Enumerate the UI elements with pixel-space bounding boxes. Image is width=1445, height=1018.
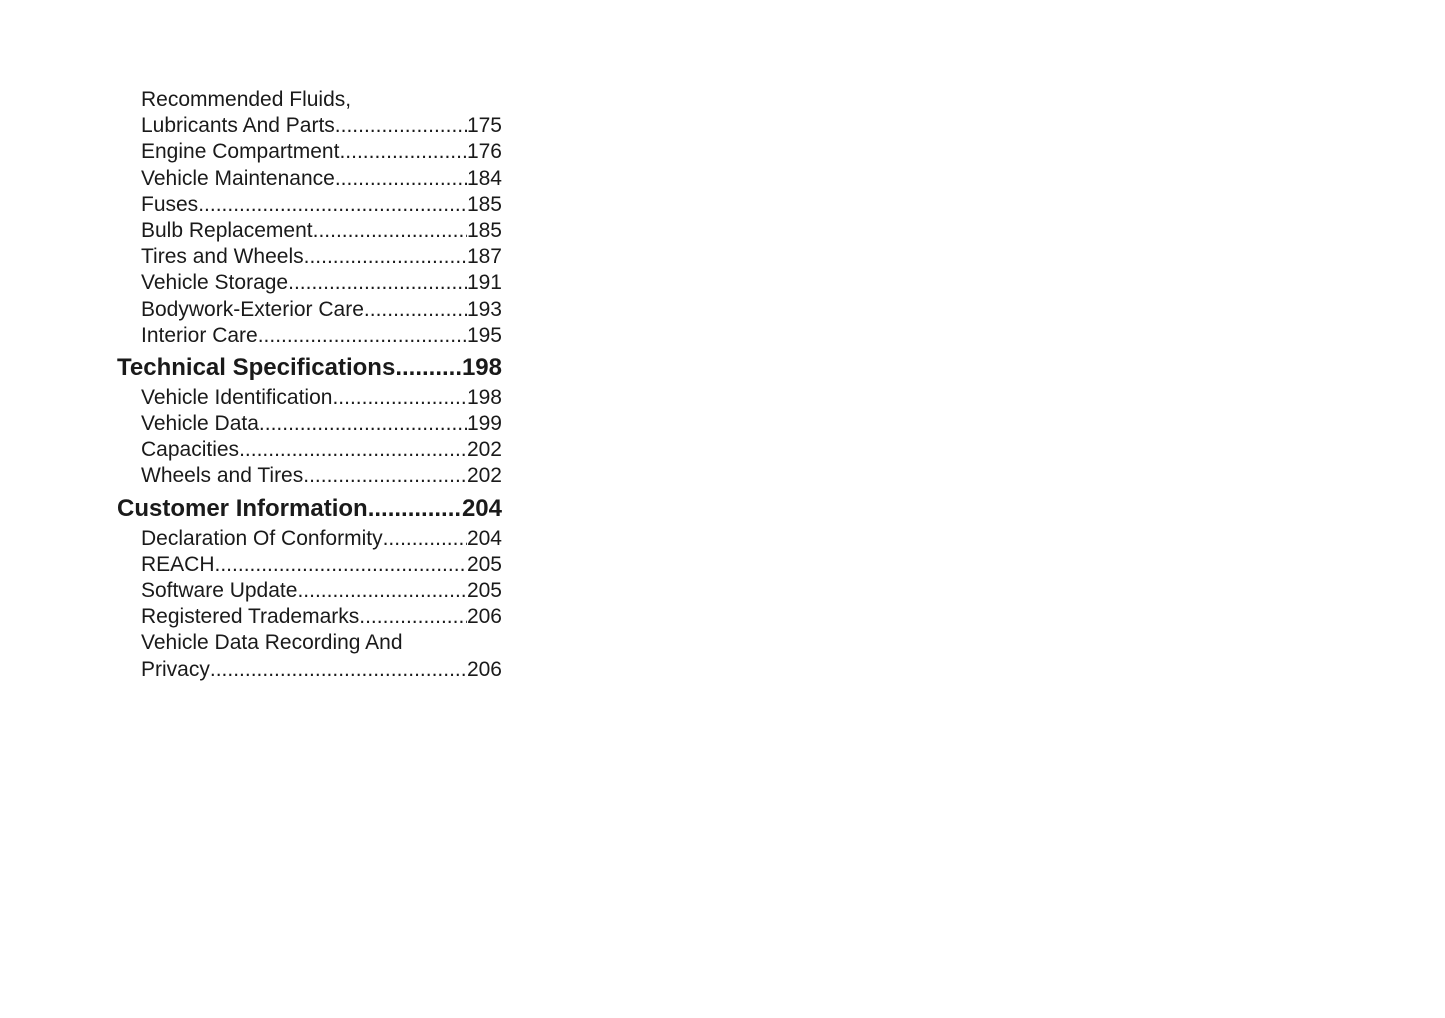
toc-entry[interactable] — [117, 270, 502, 296]
dot-leader — [368, 492, 462, 526]
toc-entry-title: Vehicle Maintenance — [141, 166, 335, 190]
toc-page-number: 205 — [466, 579, 502, 602]
toc-entry-title: Declaration Of Conformity — [141, 526, 383, 550]
toc-page-number: 202 — [466, 438, 502, 462]
dot-leader — [364, 297, 467, 323]
toc-entry — [117, 87, 502, 113]
toc-page-number: 187 — [466, 245, 502, 269]
dot-leader — [210, 657, 467, 683]
dot-leader — [258, 323, 467, 349]
toc-page-number: 205 — [466, 552, 502, 576]
dot-leader — [259, 411, 467, 437]
dot-leader — [313, 218, 467, 244]
toc-entry-title: Bodywork-Exterior Care — [141, 297, 364, 321]
dot-leader — [395, 351, 462, 385]
toc-entry[interactable] — [117, 604, 502, 630]
dot-leader — [304, 244, 467, 270]
toc-entry-title: Vehicle Data Recording And — [141, 631, 403, 655]
dot-leader — [288, 270, 467, 296]
toc-page-number: 198 — [461, 353, 502, 381]
toc-entry-title: Interior Care — [141, 323, 258, 347]
toc-entry-title: Lubricants And Parts — [141, 114, 335, 138]
toc-entry-title: Vehicle Data — [141, 412, 259, 436]
dot-leader — [303, 463, 467, 489]
toc-entry[interactable] — [117, 552, 502, 578]
toc-page-number: 176 — [466, 140, 502, 164]
toc-entry — [117, 630, 502, 656]
toc-section-entry[interactable] — [117, 351, 502, 385]
toc-entry-title: Fuses — [141, 192, 199, 216]
toc-entry-title: Vehicle Storage — [141, 271, 289, 295]
toc-entry-title: Bulb Replacement — [141, 218, 313, 242]
toc-page-number: 204 — [466, 526, 502, 550]
toc-section-entry[interactable] — [117, 492, 502, 526]
toc-entry[interactable] — [117, 323, 502, 349]
toc-entry-title: Technical Specifications — [117, 353, 396, 381]
toc-entry[interactable] — [117, 166, 502, 192]
toc-entry-title: Privacy — [141, 657, 210, 681]
toc-entry[interactable] — [117, 113, 502, 139]
table-of-contents — [117, 87, 502, 683]
toc-entry-title: Engine Compartment — [141, 140, 340, 164]
toc-page-number: 195 — [466, 323, 502, 347]
toc-page-number: 191 — [466, 271, 502, 295]
toc-entry[interactable] — [117, 385, 502, 411]
toc-page-number: 206 — [466, 605, 502, 629]
dot-leader — [215, 552, 467, 578]
toc-entry[interactable] — [117, 411, 502, 437]
dot-leader — [335, 166, 467, 192]
toc-entry[interactable] — [117, 437, 502, 463]
dot-leader — [239, 437, 467, 463]
dot-leader — [198, 192, 467, 218]
toc-entry-title: Capacities — [141, 438, 240, 462]
dot-leader — [297, 578, 467, 604]
toc-page-number: 199 — [466, 412, 502, 436]
dot-leader — [339, 139, 467, 165]
toc-entry[interactable] — [117, 657, 502, 683]
toc-entry-title: Registered Trademarks — [141, 605, 360, 629]
toc-page-number: 185 — [466, 218, 502, 242]
toc-entry[interactable] — [117, 526, 502, 552]
dot-leader — [383, 526, 467, 552]
toc-page-number: 204 — [461, 494, 502, 522]
toc-page-number: 184 — [466, 166, 502, 190]
toc-page-number: 206 — [466, 657, 502, 681]
toc-entry-title: Wheels and Tires — [141, 464, 304, 488]
toc-entry[interactable] — [117, 218, 502, 244]
toc-entry[interactable] — [117, 463, 502, 489]
toc-entry-title: REACH — [141, 552, 215, 576]
dot-leader — [359, 604, 467, 630]
toc-entry[interactable] — [117, 192, 502, 218]
toc-entry[interactable] — [117, 139, 502, 165]
toc-entry[interactable] — [117, 297, 502, 323]
toc-page-number: 193 — [466, 297, 502, 321]
toc-page-number: 198 — [466, 385, 502, 409]
toc-entry[interactable] — [117, 244, 502, 270]
dot-leader — [332, 385, 466, 411]
toc-entry[interactable] — [117, 578, 502, 604]
toc-entry-title: Vehicle Identification — [141, 385, 333, 409]
dot-leader — [335, 113, 467, 139]
toc-entry-title: Recommended Fluids, — [141, 88, 352, 111]
toc-page-number: 202 — [466, 464, 502, 488]
toc-entry-title: Customer Information — [117, 494, 368, 522]
toc-entry-title: Tires and Wheels — [141, 245, 304, 269]
toc-entry-title: Software Update — [141, 579, 298, 602]
toc-page-number: 185 — [466, 192, 502, 216]
toc-page-number: 175 — [466, 114, 502, 138]
